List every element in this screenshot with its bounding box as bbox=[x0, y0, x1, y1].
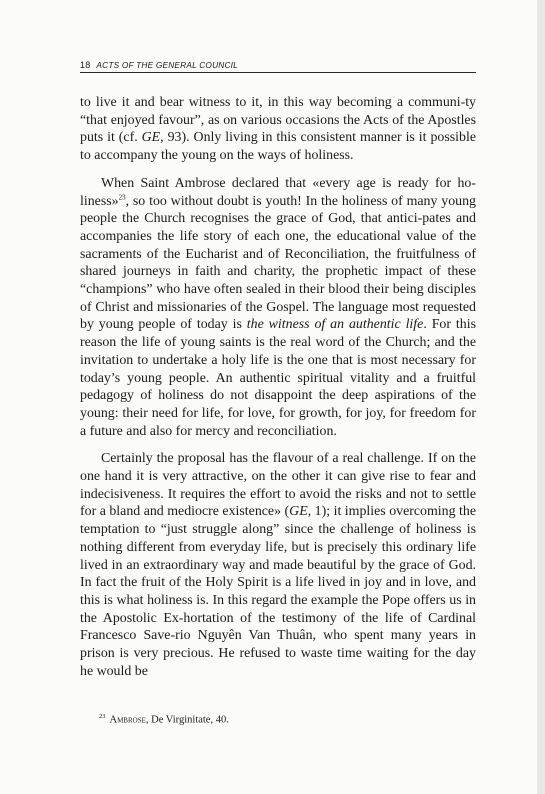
text-run: the witness of an authentic life bbox=[246, 317, 424, 333]
text-run: . For this reason the life of young saints is the real word of the Church; and the invitation to undertake a holy life is the one that is most necessary for today’s young people. An authentic spiritual vitality and a fruitful pedagogy of holiness do not disappoint the deep aspirations of the young: their need for life, for love, for growth, for joy, for freedom for a future and also for mercy and reconciliation. bbox=[80, 317, 476, 439]
text-run: GE bbox=[289, 504, 308, 520]
footnote-author: Ambrose bbox=[109, 714, 146, 726]
paragraph bbox=[80, 175, 476, 441]
text-run: , 1); it implies overcoming the temptation to “just struggle along” since the challenge of holiness is nothing different from everyday life, but is precisely this ordinary life lived in an extraordinary way and made beautiful by the grace of God. In fact the fruit of the Holy Spirit is a life lived in joy and in love, and this is what holiness is. In this regard the example the Pope offers us in the Apostolic Ex-hortation of the testimony of the life of Cardinal Francesco Save-rio Nguyên Van Thuân, who spent many years in prison is very precious. He refused to waste time waiting for the day he would be bbox=[80, 504, 477, 679]
footnote-number: 23 bbox=[99, 713, 106, 720]
text-run: to live it and bear witness to it, in this way becoming a communi-ty “that enjoyed favour”, as on various occasions the Acts of the Apostles puts it (cf. bbox=[80, 95, 476, 146]
text-run: , so too without doubt is youth! In the holiness of many young people the Church recognises the grace of God, that antici-pates and accompanies the life story of each one, the educational value of the sacraments of the Eucharist and of Reconciliation, the fruitfulness of shared journeys in faith and charity, the prophetic impact of these “champions” who have often sealed in their blood their being disciples of Christ and missionaries of the Gospel. The language most requested by young people of today is bbox=[80, 193, 476, 333]
text-run: Certainly the proposal has the flavour of a real challenge. If on the one hand it is very attractive, on the other it can give rise to fear and indecisiveness. It requires the effort to avoid the risks and not to settle for a bland and mediocre existence» ( bbox=[80, 451, 476, 520]
running-header bbox=[80, 60, 476, 73]
running-title: ACTS OF THE GENERAL COUNCIL bbox=[96, 60, 238, 70]
footnote bbox=[99, 710, 476, 727]
page-number: 18 bbox=[80, 60, 91, 70]
text-run: When Saint Ambrose declared that «every age is ready for ho-liness» bbox=[80, 175, 476, 209]
paragraph bbox=[80, 450, 476, 680]
paragraph bbox=[80, 94, 476, 165]
page-edge bbox=[537, 0, 545, 794]
body-text bbox=[80, 94, 476, 691]
text-run: , 93). Only living in this consistent manner is it possible to accompany the young on the ways of holiness. bbox=[80, 130, 476, 164]
footnote-source: , De Virginitate, 40. bbox=[145, 714, 229, 726]
text-run: GE bbox=[141, 130, 161, 146]
footnote-ref: 23 bbox=[118, 192, 126, 201]
